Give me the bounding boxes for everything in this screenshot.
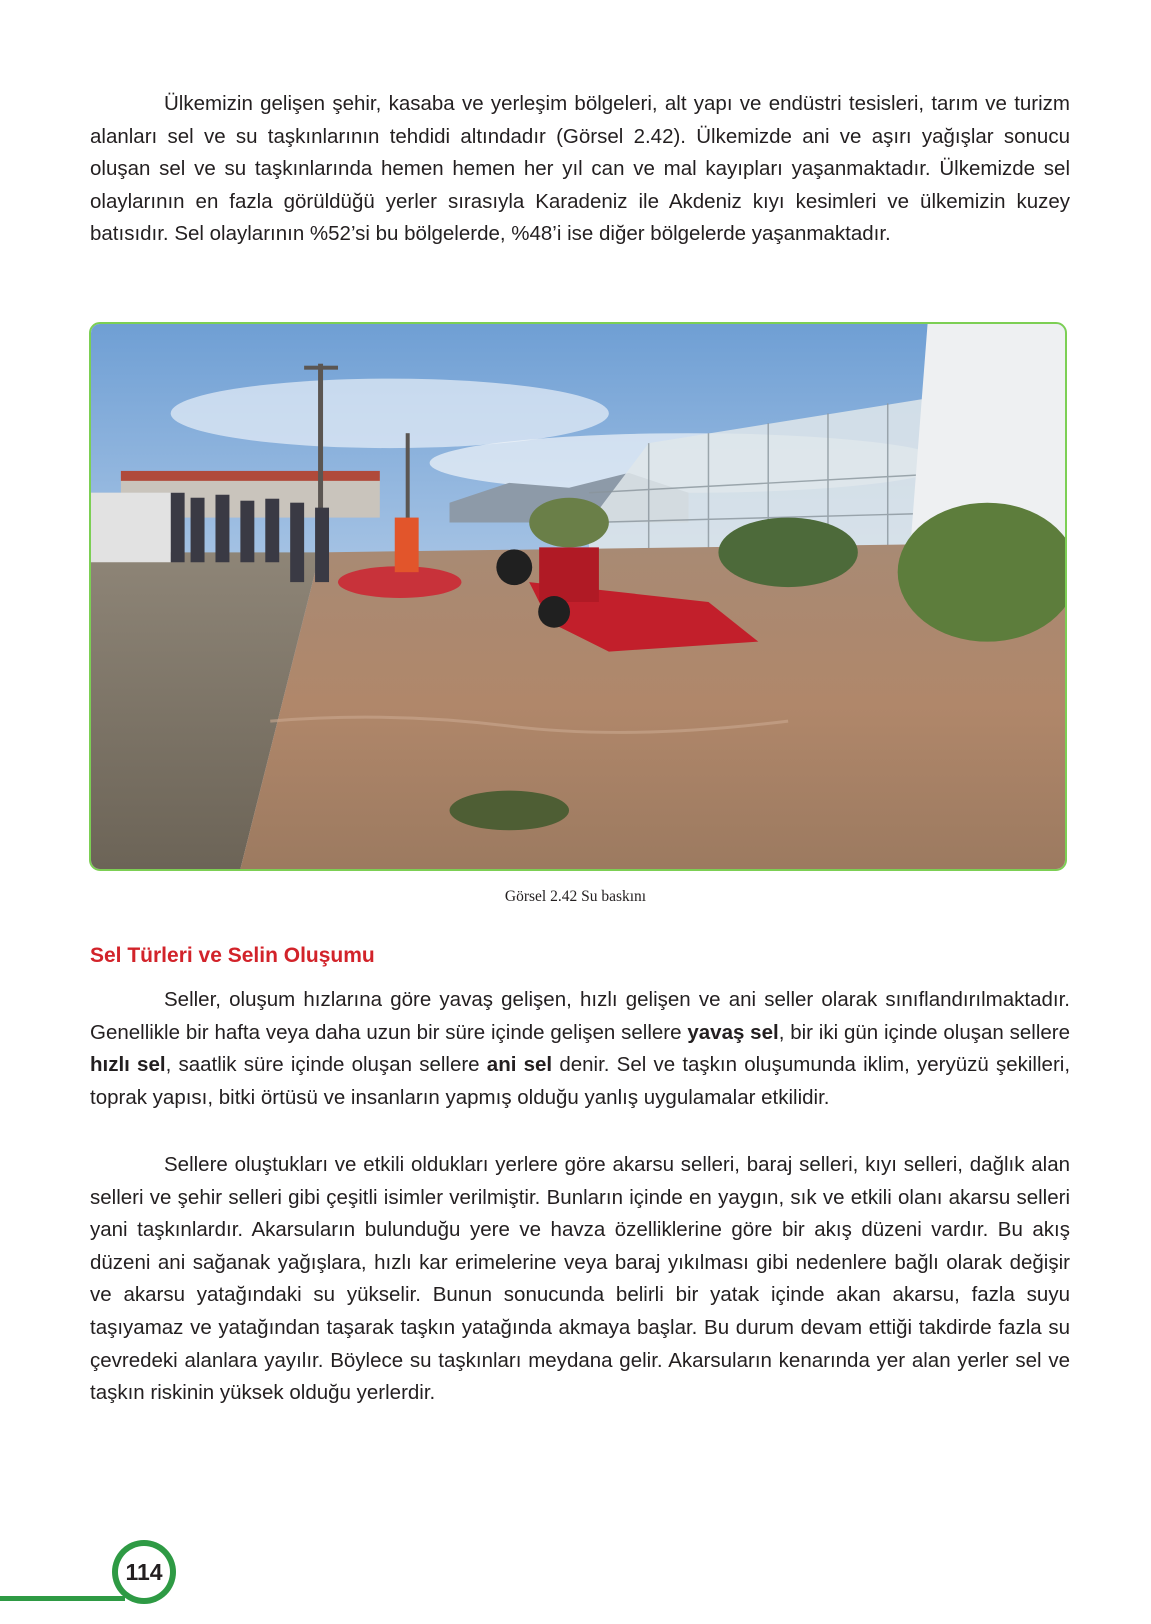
paragraph-flood-formation bbox=[90, 1149, 1070, 1410]
term-flash-flood: ani sel bbox=[486, 1053, 553, 1077]
intro-text: Ülkemizin gelişen şehir, kasaba ve yerleşim bölgeleri, alt yapı ve endüstri tesisleri, tarım ve turizm alanları sel ve su taşkınlarının tehdidi altındadır (Görsel 2.42). Ülkemizde ani ve aşırı yağışlar sonucu oluşan sel ve su taşkınlarında hemen hemen her yıl can ve mal kayıpları yaşanmaktadır. Ülkemizde sel olaylarının en fazla görüldüğü yerler sırasıyla Karadeniz ile Akdeniz kıyı kesimleri ve ülkemizin kuzey batısıdır. Sel olaylarının %52’si bu bölgelerde, %48’i ise diğer bölgelerde yaşanmaktadır. bbox=[90, 92, 1070, 246]
paragraph-flood-types bbox=[90, 984, 1070, 1114]
intro-paragraph bbox=[90, 88, 1070, 251]
paragraph-text: , saatlik süre içinde oluşan sellere bbox=[165, 1053, 487, 1077]
term-fast-flood: hızlı sel bbox=[90, 1053, 166, 1077]
term-slow-flood: yavaş sel bbox=[687, 1020, 779, 1044]
paragraph-text: denir. Sel ve taşkın oluşumunda iklim, yeryüzü şekilleri, toprak yapısı, bitki örtüsü ve insanların yapmış olduğu yanlış uygulamalar etkilidir. bbox=[90, 1053, 1071, 1109]
flood-photo bbox=[89, 322, 1067, 871]
figure-caption: Görsel 2.42 Su baskını bbox=[504, 888, 647, 905]
page-number: 114 bbox=[118, 1546, 170, 1598]
paragraph-text: , bir iki gün içinde oluşan sellere bbox=[778, 1020, 1071, 1044]
footer-line bbox=[0, 1596, 125, 1601]
flood-photo-image bbox=[91, 324, 1065, 869]
section-heading: Sel Türleri ve Selin Oluşumu bbox=[90, 944, 375, 967]
paragraph-text: Seller, oluşum hızlarına göre yavaş gelişen, hızlı gelişen ve ani seller olarak sınıflandırılmaktadır. Genellikle bir hafta veya daha uzun bir süre içinde gelişen sellere bbox=[90, 988, 1070, 1044]
paragraph-text: Sellere oluştukları ve etkili oldukları yerlere göre akarsu selleri, baraj selleri, kıyı selleri, dağlık alan selleri ve şehir selleri gibi çeşitli isimler verilmiştir. Bunların içinde en yaygın, sık ve etkili olanı akarsu selleri yani taşkınlardır. Akarsuların bulunduğu yere ve havza özelliklerine göre bir akış düzeni vardır. Bu akış düzeni ani sağanak yağışlara, hızlı kar erimelerine veya baraj yıkılması gibi nedenlere bağlı olarak değişir ve akarsu yatağındaki su yükselir. Bunun sonucunda belirli bir yatak içinde akan akarsu, fazla suyu taşıyamaz ve yatağından taşarak taşkın yatağında akmaya başlar. Bu durum devam ettiği takdirde fazla su çevredeki alanlara yayılır. Böylece su taşkınları meydana gelir. Akarsuların kenarında yer alan yerler sel ve taşkın riskinin yüksek olduğu yerlerdir. bbox=[90, 1153, 1070, 1405]
